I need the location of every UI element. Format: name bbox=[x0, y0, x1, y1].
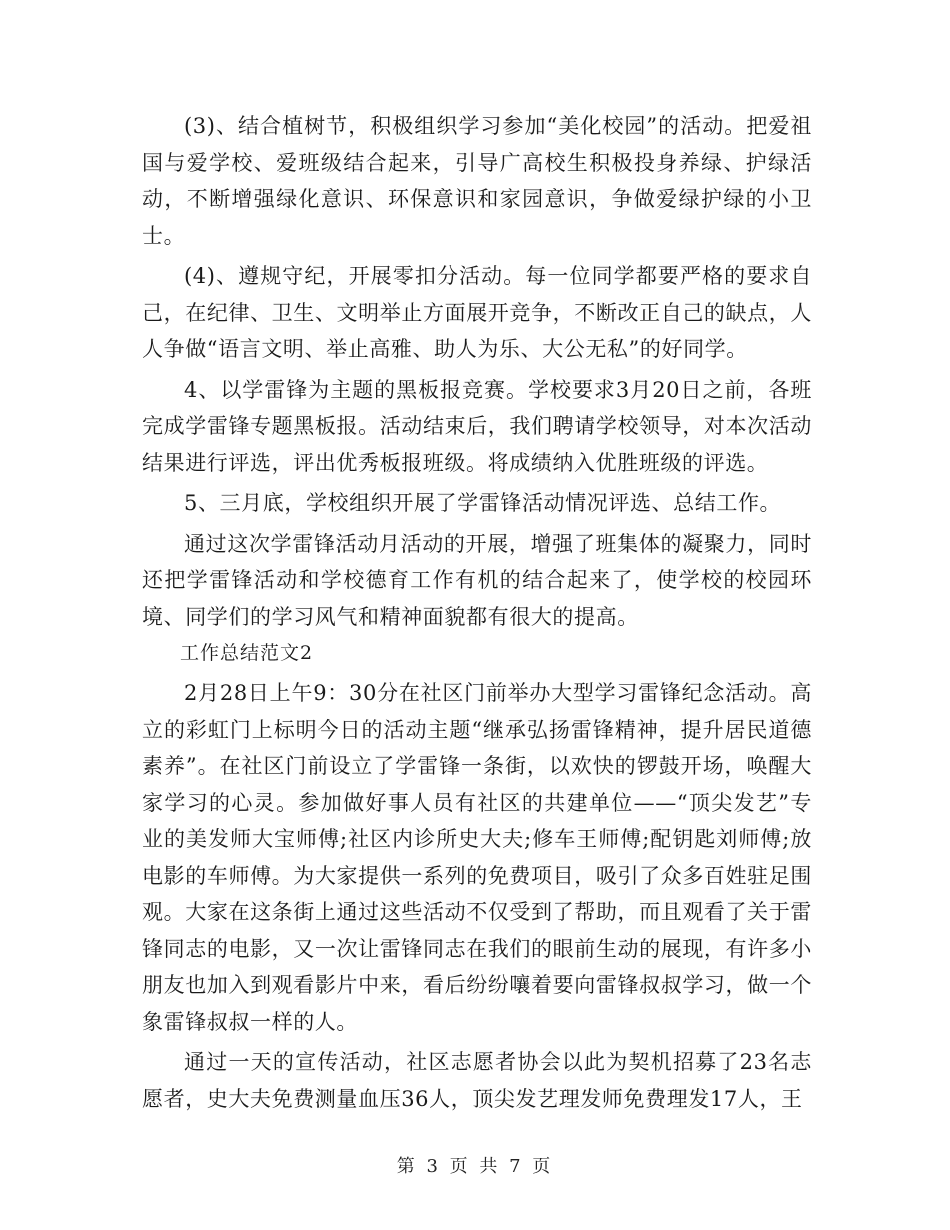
paragraph-item-3: (3)、结合植树节，积极组织学习参加“美化校园”的活动。把爱祖国与爱学校、爱班级结合起来，引导广高校生积极投身养绿、护绿活动，不断增强绿化意识、环保意识和家园意识，争做爱绿护绿的小卫士。 bbox=[142, 114, 812, 248]
paragraph-volunteer-results: 通过一天的宣传活动，社区志愿者协会以此为契机招募了23名志愿者，史大夫免费测量血压36人，顶尖发艺理发师免费理发17人，王 bbox=[142, 1050, 812, 1111]
paragraph-month-end-summary: 5、三月底，学校组织开展了学雷锋活动情况评选、总结工作。 bbox=[184, 491, 782, 515]
section-heading: 工作总结范文2 bbox=[180, 642, 314, 664]
paragraph-conclusion: 通过这次学雷锋活动月活动的开展，增强了班集体的凝聚力，同时还把学雷锋活动和学校德育工作有机的结合起来了，使学校的校园环境、同学们的学习风气和精神面貌都有很大的提高。 bbox=[142, 531, 812, 629]
paragraph-community-event: 2月28日上午9：30分在社区门前举办大型学习雷锋纪念活动。高立的彩虹门上标明今日的活动主题“继承弘扬雷锋精神，提升居民道德素养”。在社区门前设立了学雷锋一条街，以欢快的锣鼓开场，唤醒大家学习的心灵。参加做好事人员有社区的共建单位——“顶尖发艺”专业的美发师大宝师傅;社区内诊所史大夫;修车王师傅;配钥匙刘师傅;放电影的车师傅。为大家提供一系列的免费项目，吸引了众多百姓驻足围观。大家在这条街上通过这些活动不仅受到了帮助，而且观看了关于雷锋同志的电影，又一次让雷锋同志在我们的眼前生动的展现，有许多小朋友也加入到观看影片中来，看后纷纷嚷着要向雷锋叔叔学习，做一个象雷锋叔叔一样的人。 bbox=[142, 681, 812, 1034]
paragraph-blackboard-contest: 4、以学雷锋为主题的黑板报竞赛。学校要求3月20日之前，各班完成学雷锋专题黑板报。活动结束后，我们聘请学校领导，对本次活动结果进行评选，评出优秀板报班级。将成绩纳入优胜班级的评选。 bbox=[142, 377, 812, 475]
document-body bbox=[142, 108, 812, 1117]
paragraph-item-4: (4)、遵规守纪，开展零扣分活动。每一位同学都要严格的要求自己，在纪律、卫生、文明举止方面展开竞争，不断改正自己的缺点，人人争做“语言文明、举止高雅、助人为乐、大公无私”的好同学。 bbox=[142, 264, 812, 361]
page-number-footer: 第 3 页 共 7 页 bbox=[396, 1156, 554, 1177]
